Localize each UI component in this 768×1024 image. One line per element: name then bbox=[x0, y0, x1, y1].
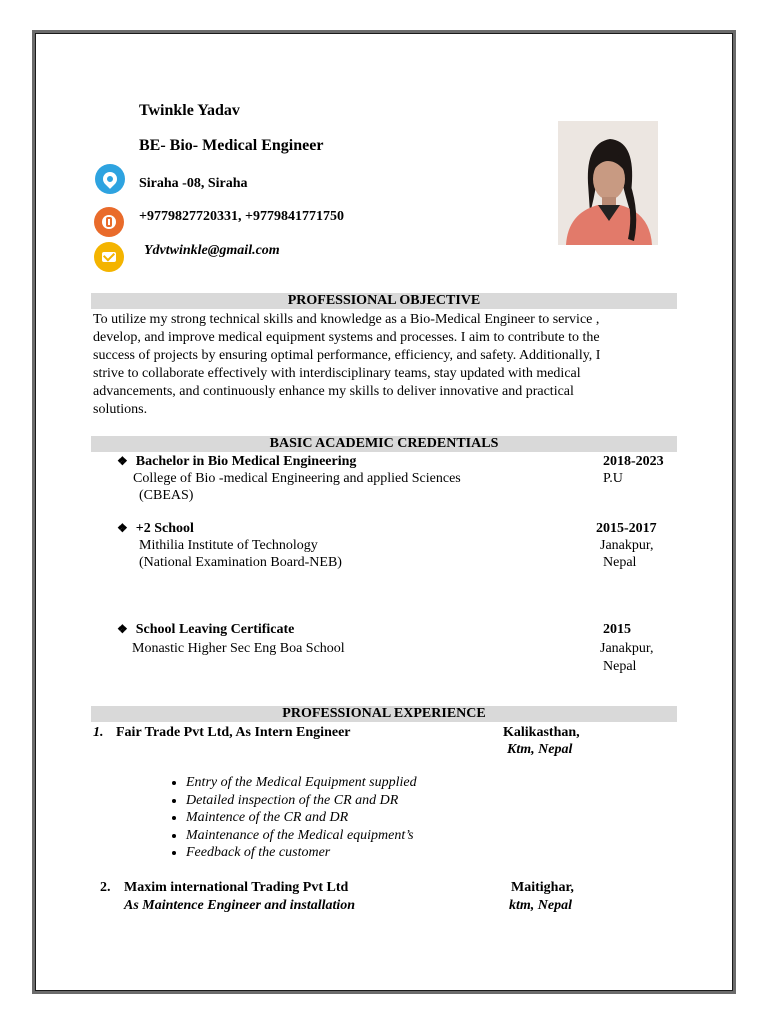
phone-text: +9779827720331, +9779841771750 bbox=[139, 209, 344, 224]
job-number: 1. bbox=[93, 725, 104, 740]
job-number: 2. bbox=[100, 880, 111, 895]
academic-years: 2015-2017 bbox=[596, 521, 657, 536]
objective-line: develop, and improve medical equipment systems and processes. I aim to contribute to the bbox=[93, 330, 600, 345]
diamond-bullet-icon: ❖ bbox=[117, 622, 128, 636]
email-text: Ydvtwinkle@gmail.com bbox=[144, 243, 280, 258]
job-duties-list bbox=[162, 774, 417, 862]
objective-line: success of projects by ensuring optimal performance, efficiency, and safety. Additionally, I bbox=[93, 348, 601, 363]
academic-years: 2018-2023 bbox=[603, 454, 664, 469]
email-icon bbox=[94, 242, 124, 272]
candidate-name: Twinkle Yadav bbox=[139, 102, 240, 119]
academic-item-degree bbox=[117, 453, 356, 470]
objective-line: advancements, and continuously enhance my skills to deliver innovative and practical bbox=[93, 384, 574, 399]
objective-line: solutions. bbox=[93, 402, 148, 417]
profile-photo bbox=[558, 121, 658, 245]
address-text: Siraha -08, Siraha bbox=[139, 176, 248, 191]
academic-place: Janakpur, bbox=[600, 538, 654, 553]
degree-text: +2 School bbox=[135, 521, 194, 536]
experience-heading: PROFESSIONAL EXPERIENCE bbox=[91, 706, 677, 722]
academic-institution: Monastic Higher Sec Eng Boa School bbox=[132, 641, 345, 656]
academic-place-line2: Nepal bbox=[603, 659, 637, 674]
job-location-line2: Ktm, Nepal bbox=[507, 742, 573, 757]
objective-paragraph bbox=[93, 311, 675, 419]
job-location: Kalikasthan, bbox=[503, 725, 580, 740]
academic-place: Janakpur, bbox=[600, 641, 654, 656]
job-company: Fair Trade Pvt Ltd, As Intern Engineer bbox=[116, 725, 351, 740]
diamond-bullet-icon: ❖ bbox=[117, 521, 128, 535]
profile-photo-illustration bbox=[558, 121, 658, 245]
job-role: As Maintence Engineer and installation bbox=[124, 898, 356, 913]
academic-years: 2015 bbox=[603, 622, 631, 637]
phone-icon bbox=[94, 207, 124, 237]
list-item: • Detailed inspection of the CR and DR bbox=[186, 792, 417, 810]
location-icon bbox=[95, 164, 125, 194]
objective-line: strive to collaborate effectively with interdisciplinary teams, stay updated with medical bbox=[93, 366, 581, 381]
objective-heading: PROFESSIONAL OBJECTIVE bbox=[91, 293, 677, 309]
job-location-line2: ktm, Nepal bbox=[509, 898, 572, 913]
academics-heading: BASIC ACADEMIC CREDENTIALS bbox=[91, 436, 677, 452]
objective-line: To utilize my strong technical skills and knowledge as a Bio-Medical Engineer to service , bbox=[93, 312, 600, 327]
diamond-bullet-icon: ❖ bbox=[117, 454, 128, 468]
academic-item-degree bbox=[117, 520, 194, 537]
list-item: • Maintenance of the Medical equipment’s bbox=[186, 827, 417, 845]
academic-institution: Mithilia Institute of Technology bbox=[139, 538, 318, 553]
candidate-title: BE- Bio- Medical Engineer bbox=[139, 137, 324, 154]
academic-place: P.U bbox=[603, 471, 623, 486]
degree-text: School Leaving Certificate bbox=[135, 622, 295, 637]
academic-institution: College of Bio -medical Engineering and applied Sciences bbox=[133, 471, 461, 486]
list-item: • Entry of the Medical Equipment supplied bbox=[186, 774, 417, 792]
degree-text: Bachelor in Bio Medical Engineering bbox=[135, 454, 357, 469]
list-item: • Feedback of the customer bbox=[186, 844, 417, 862]
academic-place-line2: Nepal bbox=[603, 555, 637, 570]
job-location: Maitighar, bbox=[511, 880, 574, 895]
academic-institution-line2: (National Examination Board-NEB) bbox=[139, 555, 342, 570]
academic-institution-line2: (CBEAS) bbox=[139, 488, 194, 503]
list-item: • Maintence of the CR and DR bbox=[186, 809, 417, 827]
academic-item-degree bbox=[117, 621, 294, 638]
job-company: Maxim international Trading Pvt Ltd bbox=[124, 880, 349, 895]
